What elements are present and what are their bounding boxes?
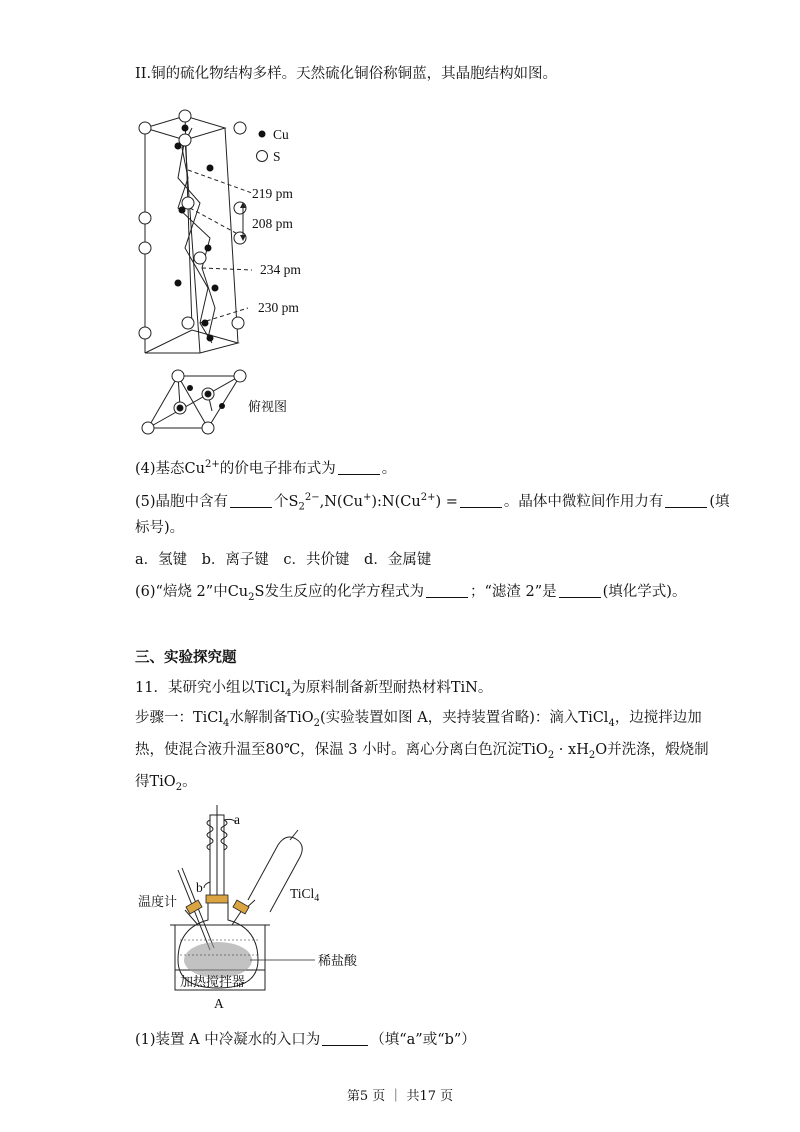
acid-label: 稀盐酸: [318, 954, 358, 969]
top-view-label: 俯视图: [248, 400, 288, 415]
distance-234: 234 pm: [260, 262, 301, 277]
answer-blank-q5-count[interactable]: [230, 493, 272, 508]
legend-s: S: [273, 149, 281, 164]
page-footer: 第5 页 ｜ 共17 页: [346, 1089, 454, 1104]
question-5: (5)晶胞中含有 个$S_2^{2-},N(Cu^+):N(Cu^{2+})$ = 。晶体中微粒间作用力有 (填: [135, 492, 730, 513]
question-4: (4)基态$Cu^{2+}$的价电子排布式为 。: [135, 459, 397, 477]
question-6: (6)“焙烧 2”中$Cu_2S$发生反应的化学方程式为 ；“滤渣 2”是 (填化学式)。: [135, 584, 687, 603]
question-5-options: a．氢键 b．离子键 c．共价键 d．金属键: [135, 552, 432, 568]
answer-blank-q6-residue[interactable]: [559, 583, 601, 598]
answer-blank-q4[interactable]: [338, 460, 380, 475]
question-11: 11．某研究小组以TiCl$_4$为原料制备新型耐热材料TiN。: [135, 680, 493, 699]
inlet-a-label: a: [234, 812, 240, 827]
ticl4-label: TiCl$_4$: [290, 886, 320, 904]
legend-cu: Cu: [273, 127, 289, 142]
thermometer-label: 温度计: [138, 895, 178, 910]
crystal-structure-figure: [130, 98, 330, 438]
section-3-heading: 三、实验探究题: [135, 649, 237, 666]
distance-208: 208 pm: [252, 216, 293, 231]
answer-blank-q5-force[interactable]: [665, 493, 707, 508]
apparatus-figure: [130, 800, 370, 1015]
step-1-line1: 步骤一：TiCl$_4$水解制备TiO$_2$(实验装置如图 A，夹持装置省略)：滴入TiCl$_4$，边搅拌边加: [135, 710, 702, 729]
question-1: (1)装置 A 中冷凝水的入口为 （填“a”或“b”）: [135, 1032, 476, 1048]
inlet-b-label: b: [196, 880, 203, 895]
section-intro: II.铜的硫化物结构多样。天然硫化铜俗称铜蓝，其晶胞结构如图。: [135, 66, 558, 82]
figure-caption-a: A: [214, 996, 224, 1011]
answer-blank-q6-equation[interactable]: [426, 583, 468, 598]
distance-219: 219 pm: [252, 186, 293, 201]
distance-230: 230 pm: [258, 300, 299, 315]
step-1-line2: 热，使混合液升温至80℃，保温 3 小时。离心分离白色沉淀$TiO_2 \cdot xH_2O$并洗涤，煅烧制: [135, 742, 709, 761]
question-5-line2: 标号)。: [135, 520, 185, 536]
step-1-line3: 得TiO$_2$。: [135, 774, 197, 793]
stirrer-label: 加热搅拌器: [180, 975, 246, 990]
answer-blank-q5-ratio[interactable]: [460, 493, 502, 508]
answer-blank-q1[interactable]: [322, 1031, 368, 1046]
